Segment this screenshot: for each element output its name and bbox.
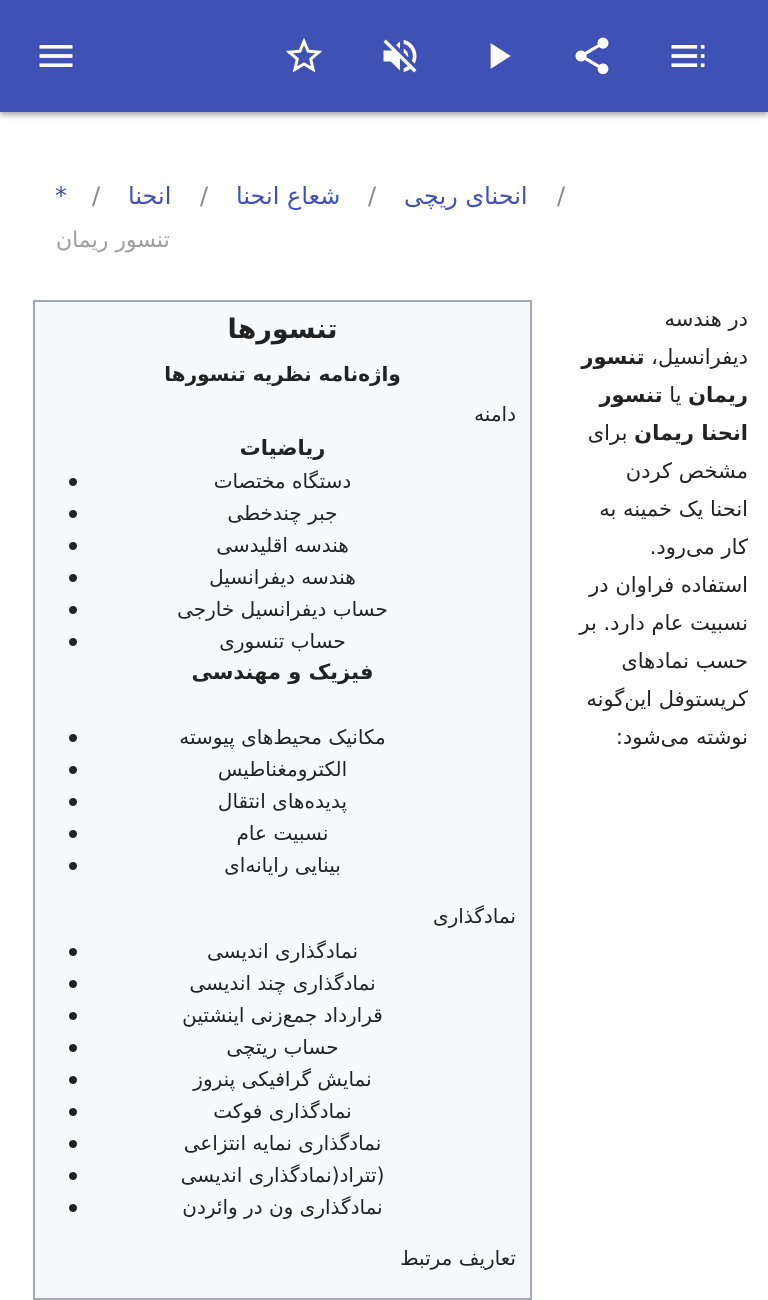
list-item[interactable] [35, 936, 530, 968]
star-outline-icon [282, 34, 326, 78]
list-item-label: نمادگذاری اندیسی [206, 939, 359, 963]
list-item-label: نمادگذاری چند اندیسی [189, 971, 376, 995]
mute-button[interactable] [372, 28, 428, 84]
list-item-label: نمایش گرافیکی پنروز [193, 1067, 372, 1091]
breadcrumb-separator: / [557, 182, 566, 210]
bullet [69, 980, 77, 988]
article-line: کار می‌رود. [649, 535, 748, 559]
list-item[interactable] [35, 530, 530, 562]
tensor-infobox [33, 300, 532, 1300]
infobox-title[interactable]: تنسورها [227, 314, 338, 345]
menu-button[interactable] [28, 28, 84, 84]
list-item-label: پدیده‌های انتقال [217, 789, 348, 813]
list-item-label: نسبیت عام [236, 821, 329, 845]
bullet [69, 1076, 77, 1084]
bullet [69, 862, 77, 870]
list-item[interactable] [35, 1096, 530, 1128]
list-item[interactable] [35, 968, 530, 1000]
article-line [548, 376, 748, 414]
bullet [69, 542, 77, 550]
list-item-label: الکترومغناطیس [217, 757, 348, 781]
bullet [69, 948, 77, 956]
article-paragraph [548, 300, 748, 756]
list-item[interactable] [35, 1000, 530, 1032]
infobox-related-label: تعاریف مرتبط [400, 1246, 516, 1270]
list-item-label: نمادگذاری نمایه انتزاعی [183, 1131, 382, 1155]
list-item-label: دستگاه مختصات [213, 469, 352, 493]
bullet [69, 1204, 77, 1212]
list-item-label: حساب ریتچی [226, 1035, 339, 1059]
article-line: در هندسه [664, 307, 748, 331]
breadcrumb-item-ricci-curvature[interactable]: انحنای ریچی [404, 182, 528, 210]
article-line: کریستوفل این‌گونه [586, 687, 748, 711]
breadcrumb-separator: / [92, 182, 101, 210]
hamburger-menu-icon [34, 34, 78, 78]
bullet [69, 638, 77, 646]
breadcrumb [0, 178, 768, 222]
list-item-label: نمادگذاری فوکت [213, 1099, 352, 1123]
list-item-label: نمادگذاری ون در وائردن [182, 1195, 383, 1219]
breadcrumb-separator: / [200, 182, 209, 210]
list-item[interactable] [35, 562, 530, 594]
infobox-subtitle[interactable]: واژه‌نامه نظریه تنسورها [164, 362, 401, 386]
bullet [69, 510, 77, 518]
bullet [69, 1012, 77, 1020]
list-item[interactable] [35, 1032, 530, 1064]
list-item-label: حساب تنسوری [219, 629, 346, 653]
share-icon [570, 34, 614, 78]
article-line: استفاده فراوان در [589, 573, 748, 597]
article-line [548, 414, 748, 452]
article-line: مشخص کردن [625, 459, 748, 483]
list-item[interactable] [35, 1192, 530, 1224]
article-link[interactable]: ریمان [688, 383, 748, 407]
bullet [69, 1108, 77, 1116]
play-icon [476, 34, 520, 78]
article-link[interactable]: انحنا ریمان [634, 421, 748, 445]
infobox-notation-label: نمادگذاری [432, 904, 516, 928]
list-item-label: حساب دیفرانسیل خارجی [177, 597, 388, 621]
breadcrumb-item-root[interactable]: * [55, 182, 67, 210]
breadcrumb-item-curvature[interactable]: انحنا [128, 182, 172, 210]
list-item[interactable] [35, 754, 530, 786]
bullet [69, 1172, 77, 1180]
volume-off-icon [378, 34, 422, 78]
article-line: نوشته می‌شود: [615, 725, 748, 749]
list-item[interactable] [35, 594, 530, 626]
list-item[interactable] [35, 1128, 530, 1160]
contents-button[interactable] [660, 28, 716, 84]
bullet [69, 798, 77, 806]
bullet [69, 734, 77, 742]
list-item[interactable] [35, 626, 530, 658]
article-text: یا [662, 383, 689, 407]
article-text: دیفرانسیل، [644, 345, 748, 369]
bullet [69, 606, 77, 614]
top-app-bar [0, 0, 768, 112]
breadcrumb-separator: / [368, 182, 377, 210]
list-item[interactable] [35, 818, 530, 850]
list-item-label: قرارداد جمع‌زنی اینشتین [182, 1003, 383, 1027]
article-line: نسبیت عام دارد. بر [579, 611, 748, 635]
bookmark-button[interactable] [276, 28, 332, 84]
bullet [69, 574, 77, 582]
infobox-math-heading: ریاضیات [239, 436, 326, 460]
list-item[interactable] [35, 1160, 530, 1192]
list-item-label: جبر چندخطی [227, 501, 338, 525]
playlist-icon [666, 34, 710, 78]
article-line: حسب نمادهای [621, 649, 748, 673]
bullet [69, 766, 77, 774]
list-item[interactable] [35, 498, 530, 530]
article-link[interactable]: تنسور [581, 345, 645, 369]
infobox-physics-heading: فیزیک و مهندسی [191, 660, 374, 684]
list-item-label: (تتراد(نمادگذاری اندیسی [180, 1163, 385, 1187]
list-item-label: بینایی رایانه‌ای [224, 853, 341, 877]
infobox-domain-label: دامنه [474, 402, 516, 426]
breadcrumb-item-radius-of-curvature[interactable]: شعاع انحنا [236, 182, 341, 210]
bullet [69, 1044, 77, 1052]
list-item[interactable] [35, 722, 530, 754]
article-link[interactable]: تنسور [599, 383, 663, 407]
play-button[interactable] [470, 28, 526, 84]
list-item[interactable] [35, 850, 530, 882]
article-line [548, 338, 748, 376]
list-item[interactable] [35, 786, 530, 818]
breadcrumb-current-page: تنسور ریمان [56, 228, 170, 253]
list-item-label: هندسه اقلیدسی [216, 533, 349, 557]
article-text: برای [587, 421, 635, 445]
list-item[interactable] [35, 466, 530, 498]
bullet [69, 478, 77, 486]
share-button[interactable] [564, 28, 620, 84]
bullet [69, 830, 77, 838]
article-line: انحنا یک خمینه به [599, 497, 748, 521]
bullet [69, 1140, 77, 1148]
list-item-label: هندسه دیفرانسیل [209, 565, 356, 589]
list-item[interactable] [35, 1064, 530, 1096]
list-item-label: مکانیک محیط‌های پیوسته [179, 725, 386, 749]
